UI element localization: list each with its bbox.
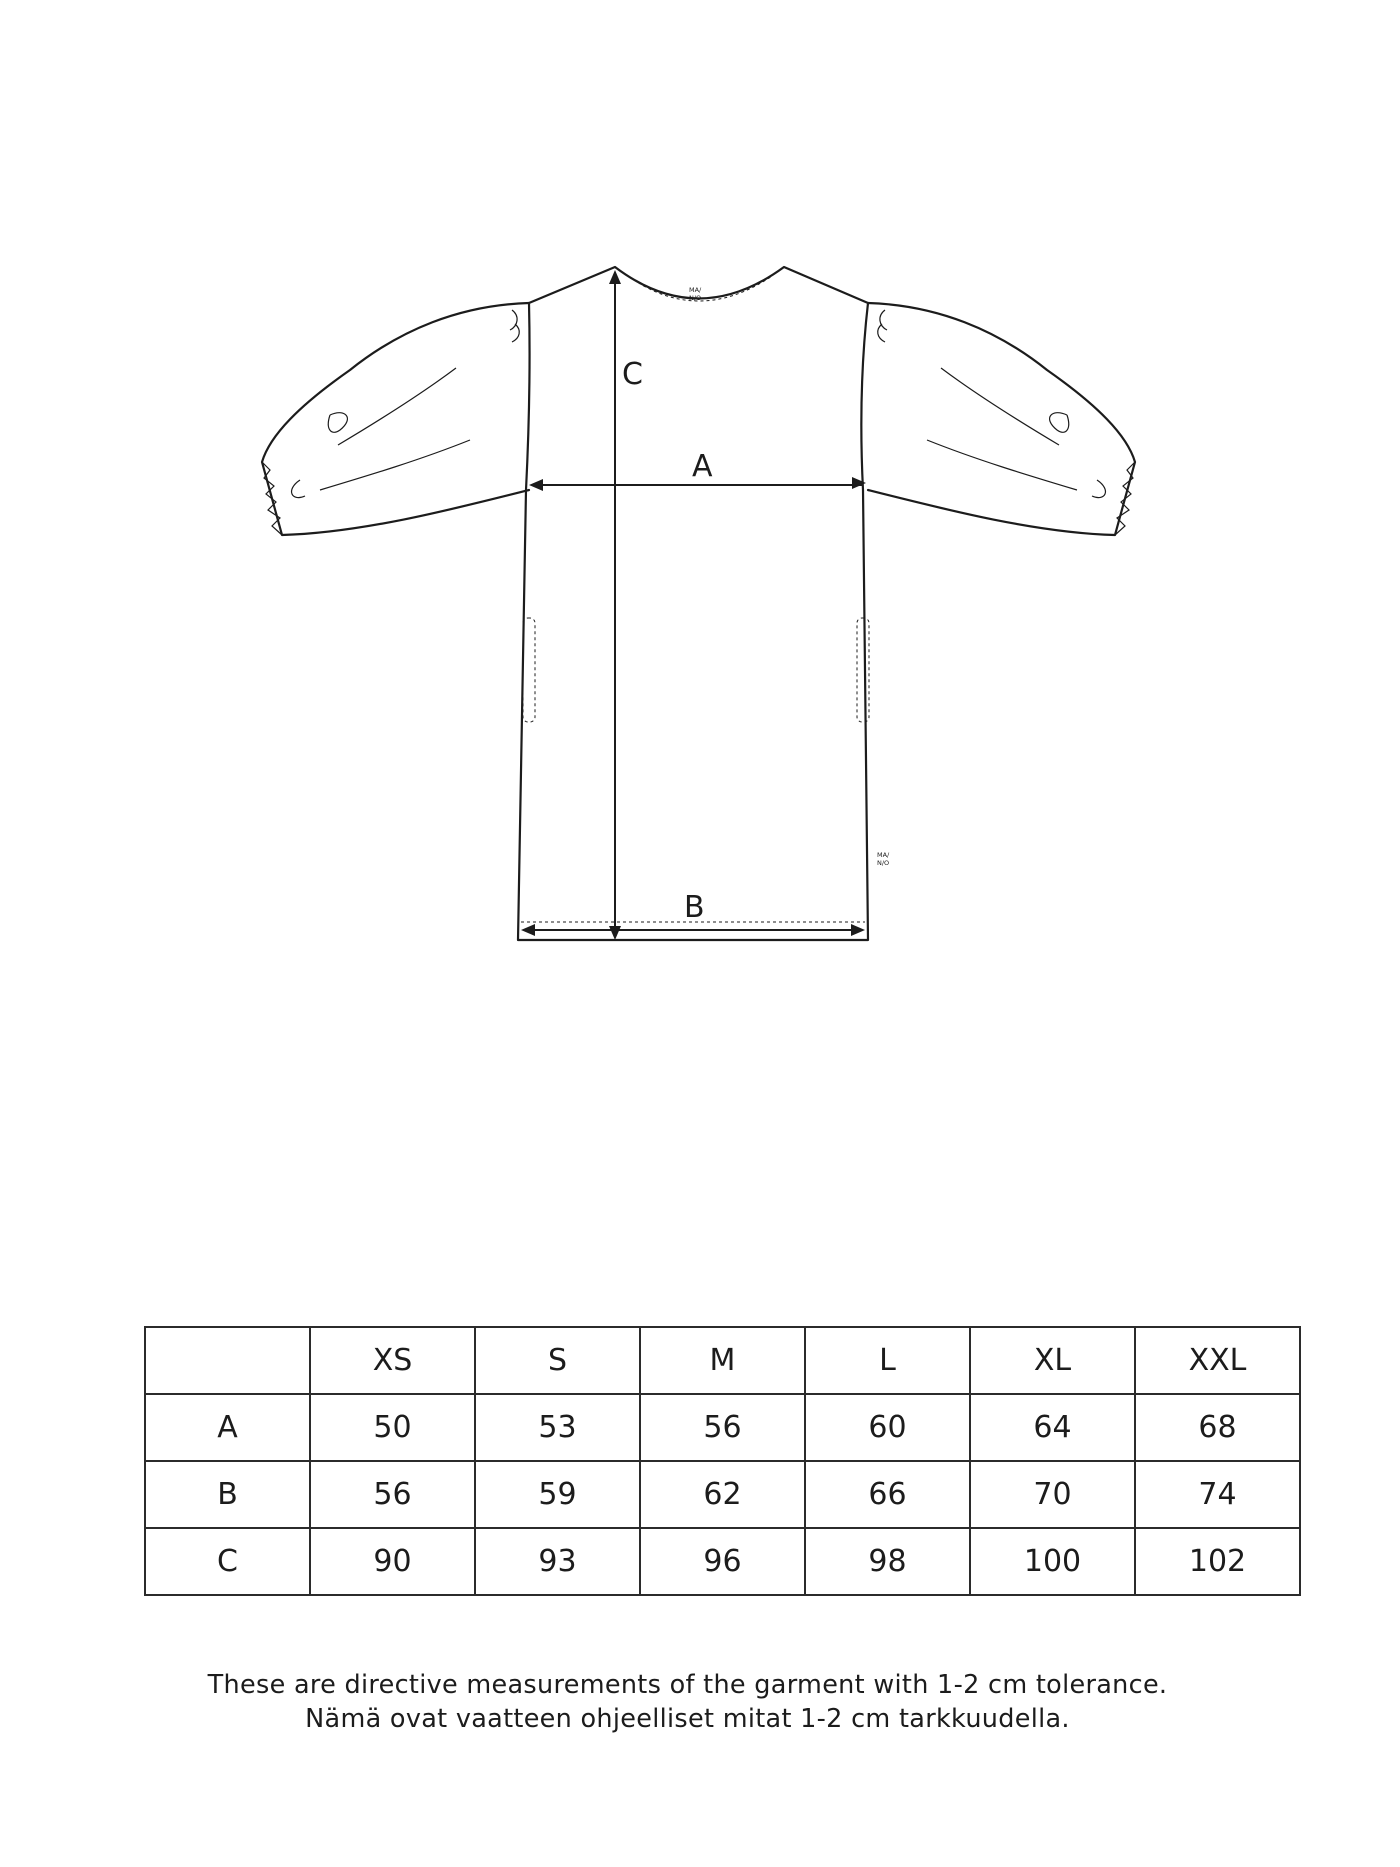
table-row xyxy=(145,1528,1300,1595)
table-row-label: A xyxy=(145,1394,310,1461)
left-cuff-fold xyxy=(292,480,305,498)
table-header-cell: XL xyxy=(970,1327,1135,1394)
garment-body-outline xyxy=(518,267,868,940)
neck-brand-tag-line-1: MA/ xyxy=(689,286,702,294)
table-header-cell: XXL xyxy=(1135,1327,1300,1394)
label-a: A xyxy=(692,449,713,484)
left-sleeve-gather-1 xyxy=(510,310,517,330)
right-sleeve-gather-1 xyxy=(880,310,887,330)
hem-brand-tag-line-2: N/O xyxy=(877,859,890,867)
measure-arrow-c-top xyxy=(609,270,621,284)
table-cell: 56 xyxy=(310,1461,475,1528)
hem-brand-tag-line-1: MA/ xyxy=(877,851,890,859)
hem-brand-tag xyxy=(877,851,890,867)
right-sleeve-outline xyxy=(868,303,1135,535)
left-sleeve-outline xyxy=(262,303,529,535)
table-cell: 70 xyxy=(970,1461,1135,1528)
table-cell: 74 xyxy=(1135,1461,1300,1528)
left-sleeve-gather-2 xyxy=(512,324,519,342)
left-pocket xyxy=(523,618,535,722)
left-sleeve-fold-1 xyxy=(338,368,456,445)
table-row-label: C xyxy=(145,1528,310,1595)
right-cuff-fold xyxy=(1092,480,1105,498)
table-header-cell: XS xyxy=(310,1327,475,1394)
right-sleeve-gather-2 xyxy=(878,324,885,342)
measure-arrow-b-right xyxy=(851,924,865,936)
table-cell: 50 xyxy=(310,1394,475,1461)
measure-arrow-c-bottom xyxy=(609,926,621,940)
table-cell: 90 xyxy=(310,1528,475,1595)
label-b: B xyxy=(684,890,705,925)
table-cell: 93 xyxy=(475,1528,640,1595)
table-row xyxy=(145,1394,1300,1461)
table-cell: 59 xyxy=(475,1461,640,1528)
right-sleeve-fold-2 xyxy=(927,440,1077,490)
table-cell: 62 xyxy=(640,1461,805,1528)
right-pocket xyxy=(857,618,869,722)
table-cell: 66 xyxy=(805,1461,970,1528)
table-cell: 96 xyxy=(640,1528,805,1595)
left-sleeve-fold-3 xyxy=(328,413,347,433)
measure-arrow-b-left xyxy=(521,924,535,936)
table-header-cell: L xyxy=(805,1327,970,1394)
table-cell: 64 xyxy=(970,1394,1135,1461)
tolerance-note-finnish: Nämä ovat vaatteen ohjeelliset mitat 1-2 cm tarkkuudella. xyxy=(305,1704,1070,1734)
table-cell: 102 xyxy=(1135,1528,1300,1595)
measure-arrow-a-left xyxy=(529,479,543,491)
table-cell: 100 xyxy=(970,1528,1135,1595)
tolerance-note xyxy=(0,1668,1375,1736)
table-row-label: B xyxy=(145,1461,310,1528)
neck-brand-tag-line-2: N/O xyxy=(689,294,702,302)
table-cell: 56 xyxy=(640,1394,805,1461)
neck-brand-tag xyxy=(689,286,702,302)
right-sleeve-fold-3 xyxy=(1050,413,1069,433)
table-cell: 68 xyxy=(1135,1394,1300,1461)
table-cell: 53 xyxy=(475,1394,640,1461)
tolerance-note-english: These are directive measurements of the garment with 1-2 cm tolerance. xyxy=(207,1670,1168,1700)
label-c: C xyxy=(622,357,643,392)
table-header-cell xyxy=(145,1327,310,1394)
right-sleeve-fold-1 xyxy=(941,368,1059,445)
left-sleeve-fold-2 xyxy=(320,440,470,490)
table-cell: 60 xyxy=(805,1394,970,1461)
table-header-cell: M xyxy=(640,1327,805,1394)
table-cell: 98 xyxy=(805,1528,970,1595)
table-header-cell: S xyxy=(475,1327,640,1394)
table-header-row xyxy=(145,1327,1300,1394)
size-table xyxy=(144,1326,1301,1596)
table-row xyxy=(145,1461,1300,1528)
